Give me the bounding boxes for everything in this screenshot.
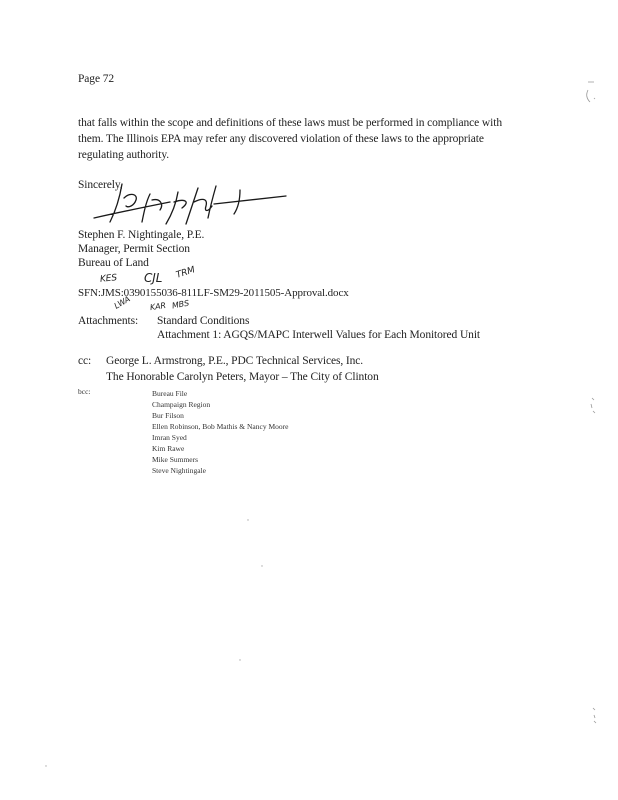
cc-label: cc:: [78, 355, 92, 367]
bcc-item: Kim Rawe: [152, 444, 185, 453]
bcc-item: Imran Syed: [152, 433, 187, 442]
bcc-item: Bur Filson: [152, 411, 184, 420]
attachment-item: Standard Conditions: [157, 315, 250, 327]
signer-name: Stephen F. Nightingale, P.E.: [78, 229, 205, 241]
bcc-item: Ellen Robinson, Bob Mathis & Nancy Moore: [152, 422, 289, 431]
bcc-item: Steve Nightingale: [152, 466, 206, 475]
bcc-item: Mike Summers: [152, 455, 199, 464]
body-line: that falls within the scope and definitions of these laws must be performed in compliance with: [78, 117, 502, 129]
closing: Sincerely,: [78, 179, 123, 191]
initials-kar: KAR: [149, 300, 167, 313]
initials-mbs: MBS: [171, 298, 190, 311]
file-reference: SFN:JMS:0390155036-811LF-SM29-2011505-Approval.docx: [78, 287, 349, 299]
attachments-label: Attachments:: [78, 315, 139, 327]
initials-trm: TRM: [174, 265, 197, 281]
signer-bureau: Bureau of Land: [78, 257, 149, 269]
page-label: Page 72: [78, 73, 115, 85]
cc-item: The Honorable Carolyn Peters, Mayor – The City of Clinton: [106, 371, 379, 383]
attachment-item: Attachment 1: AGQS/MAPC Interwell Values for Each Monitored Unit: [157, 329, 481, 341]
body-line: regulating authority.: [78, 149, 170, 161]
initials-lwa: LWA: [112, 294, 132, 311]
bcc-label: bcc:: [78, 387, 91, 396]
initials-cjl: CJL: [144, 271, 163, 285]
signer-title: Manager, Permit Section: [78, 243, 190, 255]
bcc-item: Bureau File: [152, 389, 188, 398]
body-line: them. The Illinois EPA may refer any discovered violation of these laws to the appropriate: [78, 133, 484, 145]
bcc-item: Champaign Region: [152, 400, 211, 409]
initials-kes: KES: [99, 273, 118, 285]
cc-item: George L. Armstrong, P.E., PDC Technical Services, Inc.: [106, 355, 364, 367]
